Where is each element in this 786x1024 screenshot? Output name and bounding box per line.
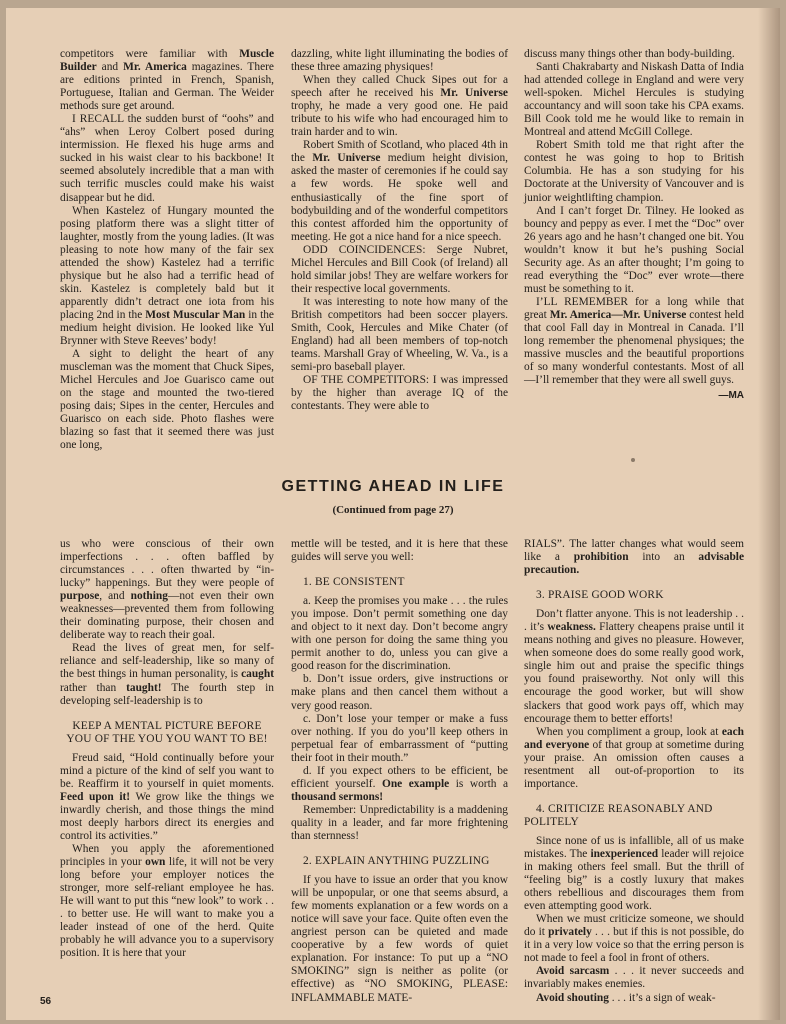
paragraph	[524, 992, 744, 1005]
paragraph	[291, 874, 508, 1004]
text-run: When you compliment a group, look at	[536, 725, 722, 738]
paragraph	[524, 296, 744, 387]
text-run: leader will rejoice in making others feel small. But the thrill of “feeling big” is a costly luxury that makes others rebellious and discourages them from even attempting good work.	[524, 847, 744, 913]
text-run: medium height division, asked the master of ceremonies if he could say a few words. He spoke well and enthusiastically of the fine sport of bodybuilding and of the wonderful competitors this contest afforded him the opportunity of meeting. He got a nice hand for a nice speech.	[291, 152, 508, 243]
text-run: d. If you expect others to be efficient, be efficient yourself.	[291, 764, 508, 790]
bold-text: Mr. Universe	[312, 152, 381, 165]
text-run: RIALS”. The latter changes what would seem like a	[524, 538, 744, 564]
paragraph	[291, 374, 508, 413]
text-run: life, it will not be very long before your employer notices the stronger, more self-reliant employee he has. He will want to put this “new look” to work . . . to better use. He will want to make you a leader instead of one of the herd. Quite probably he will advance you to a supervisory position. It is here that your	[60, 856, 274, 960]
bold-text: prohibition	[573, 551, 629, 564]
paragraph	[291, 296, 508, 374]
article-headline: GETTING AHEAD IN LIFE	[281, 478, 505, 495]
bold-text: inexperienced	[590, 847, 659, 860]
text-run: is worth a	[449, 777, 508, 790]
text-run: And I can’t forget Dr. Tilney. He looked as bouncy and peppy as ever. I met the “Doc” over 26 years ago and he hasn’t changed one bit. You wouldn’t know it but he’s pushing Social Security age. As an after thought; I’m going to read everything the “Doc” ever wrote—there must be something to it.	[524, 204, 744, 295]
paragraph	[60, 538, 274, 642]
paragraph	[60, 205, 274, 349]
text-run: The fourth step in developing self-leadership is to	[60, 681, 274, 707]
paragraph	[291, 139, 508, 243]
text-run: and	[96, 61, 124, 74]
bold-text: nothing	[130, 590, 168, 603]
paragraph	[291, 48, 508, 74]
text-run: c. Don’t lose your temper or make a fuss over nothing. If you do you’ll keep others in perpetual fear of embarrassment of “putting their foot in their mouth.”	[291, 712, 508, 764]
text-run: discuss many things other than body-building.	[524, 48, 735, 60]
paragraph	[524, 913, 744, 965]
continued-note: (Continued from page 27)	[332, 504, 454, 516]
bold-text: each and everyone	[524, 725, 744, 751]
section-heading: 2. EXPLAIN ANYTHING PUZZLING	[303, 855, 490, 868]
top-article-column-3-body	[524, 48, 744, 387]
text-run: ODD COINCIDENCES: Serge Nubret, Michel Hercules and Bill Cook (of Ireland) all hold similar jobs! They are welfare workers for their respective local governments.	[291, 243, 508, 295]
binding-shadow	[758, 8, 780, 1020]
text-run: . . . but if this is not possible, do it in a very low voice so that the erring person is not made to feel a fool in front of others.	[524, 926, 745, 965]
paragraph	[60, 843, 274, 960]
bold-text: Mr. America—Mr. Universe	[549, 308, 687, 321]
text-run: Read the lives of great men, for self-reliance and self-leadership, like so many of the best things in human personality, is	[60, 642, 274, 681]
paragraph	[291, 713, 508, 765]
text-run: —not even their own weaknesses—prevented them from following their dominating purpose, their chosen and deliberate way to reach their goal.	[60, 590, 274, 642]
paragraph	[291, 538, 508, 564]
text-run: A sight to delight the heart of any muscleman was the moment that Chuck Sipes, Michel Hercules and Joe Guarisco came out on the stage and mounted the two-tiered posing dais; Sipes in the center, Hercules and Guarisco on each side. Photo flashes were blazing so fast that it seemed there was just one long,	[60, 348, 274, 452]
section-heading: 4. CRITICIZE REASONABLY AND POLITELY	[524, 802, 713, 828]
text-run: us who were conscious of their own imperfections . . . often baffled by circumstances . . . often thwarted by “in-lucky” happenings. But they were people of	[60, 538, 274, 590]
text-run: Remember: Unpredictability is a maddening quality in a leader, and far more frightening than sternness!	[291, 803, 508, 842]
paragraph	[60, 48, 274, 113]
bold-text: own	[145, 856, 166, 869]
bold-text: Mr. America	[123, 61, 187, 74]
paragraph	[524, 965, 744, 991]
paragraph	[291, 673, 508, 712]
paragraph	[60, 752, 274, 843]
text-run: , and	[99, 590, 131, 603]
section-heading: 3. PRAISE GOOD WORK	[536, 589, 664, 602]
text-run: Santi Chakrabarty and Niskash Datta of India had attended college in England and were very well-spoken. Michel Hercules is studying accountancy and will soon take his CPA exams. Bill Cook told me he would like to remain in Montreal and attend McGill College.	[524, 61, 744, 139]
text-run: competitors were familiar with	[60, 48, 240, 60]
bold-text: advisable precaution.	[524, 551, 744, 577]
text-run: mettle will be tested, and it is here that these guides will serve you well:	[291, 538, 508, 564]
text-run: We grow like the things we inwardly cherish, and those things the mind most deeply harbors direct its energies and control its activities.”	[60, 790, 274, 842]
bold-text: caught	[241, 668, 274, 681]
paragraph	[524, 835, 744, 913]
text-run: I RECALL the sudden burst of “oohs” and “ahs” when Leroy Colbert posed during intermission. He flexed his huge arms and sucked in his waist clear to his backbone! It seemed absolutely incredible that a man with such terrific muscles could make his waist disappear but he did.	[60, 113, 274, 204]
paragraph	[291, 244, 508, 296]
text-run: dazzling, white light illuminating the bodies of these three amazing physiques!	[291, 48, 508, 74]
text-run: magazines. There are editions printed in French, Spanish, Portuguese, Italian and German. The Weider methods sure get around.	[60, 61, 274, 113]
bold-text: Feed upon it!	[60, 790, 131, 803]
text-run: When they called Chuck Sipes out for a speech after he received his	[291, 74, 508, 100]
bottom-article-column-1	[60, 538, 274, 960]
paragraph	[291, 804, 508, 843]
text-run: Robert Smith told me that right after the contest he was going to hop to British Columbia. He has a son studying for his Doctorate at the University of Vancouver and is junior weightlifting champion.	[524, 139, 744, 204]
text-run: It was interesting to note how many of the British competitors had been soccer players. Smith, Cook, Hercules and Mike Chater (of England) had all been members of top-notch teams. Marshall Gray of Wheeling, W. Va., is a semi-pro baseball player.	[291, 295, 508, 374]
paragraph	[60, 113, 274, 204]
top-article-column-3	[524, 48, 744, 402]
text-run: . . . it’s a sign of weak-	[608, 991, 716, 1004]
bold-text: Mr. Universe	[440, 87, 508, 100]
bold-text: purpose	[60, 590, 100, 603]
magazine-page	[6, 8, 780, 1020]
bold-text: Most Muscular Man	[145, 308, 246, 321]
text-run: Since none of us is infallible, all of us make mistakes. The	[524, 834, 744, 860]
paragraph	[524, 608, 744, 725]
paragraph	[524, 205, 744, 296]
bold-text: privately	[548, 926, 592, 939]
top-article-column-2	[291, 48, 508, 413]
text-run: into an	[628, 551, 699, 564]
bold-text: weakness.	[547, 621, 596, 634]
text-run: If you have to issue an order that you know will be unpopular, or one that seems absurd, a few moments explanation or a few words on a notice will save your face. Quite often even the angriest person can be quieted and made cooperative by a few words of quiet explanation. For instance: To put up a “NO SMOKING” sign is neither as polite (or effective) as “NO SMOKING, PLEASE: INFLAMMABLE MATE-	[291, 874, 508, 1004]
paragraph	[524, 726, 744, 791]
section-heading: 1. BE CONSISTENT	[303, 576, 405, 589]
text-run: Robert Smith of Scotland, who placed 4th in the	[291, 139, 508, 165]
bold-text: Muscle Builder	[60, 48, 274, 74]
text-run: When you apply the aforementioned principles in your	[60, 843, 274, 869]
top-article-column-1	[60, 48, 274, 452]
text-run: contest held that cool Fall day in Montreal in Canada. I’ll long remember the phenomenal physiques; the massive muscles and the beautiful proportions of so many wonderful contestants. Most of all—I’ll remember that they were all swell guys.	[524, 308, 744, 387]
text-run: I’LL REMEMBER for a long while that great	[524, 295, 744, 321]
paragraph	[60, 348, 274, 452]
section-heading: KEEP A MENTAL PICTURE BEFORE YOU OF THE YOU YOU WANT TO BE!	[66, 719, 268, 745]
ink-dot	[631, 458, 635, 462]
text-run: a. Keep the promises you make . . . the rules you impose. Don’t permit something one day and object to it next day. Don’t become angry with one person for doing the same thing you permit another to do, unless you can give a good reason for the discrimination.	[291, 595, 508, 673]
bottom-article-column-2	[291, 538, 508, 1005]
text-run: OF THE COMPETITORS: I was impressed by the higher than average IQ of the contestants. They were able to	[291, 374, 508, 413]
author-signature: —MA	[718, 390, 744, 402]
page-number: 56	[40, 996, 52, 1007]
paragraph	[524, 48, 744, 61]
bottom-article-column-3	[524, 538, 744, 1005]
text-run: Don’t flatter anyone. This is not leadership . . . it’s	[524, 608, 744, 634]
text-run: trophy, he made a very good one. He paid tribute to his wife who had encouraged him to train harder and to win.	[291, 100, 508, 139]
text-run: in the medium height division. He looked like Yul Brynner with Steve Reeves’ body!	[60, 308, 274, 348]
bold-text: One example	[381, 777, 450, 790]
bold-text: thousand sermons!	[291, 790, 384, 803]
text-run: . . . it never succeeds and invariably makes enemies.	[524, 965, 744, 991]
paragraph	[524, 61, 744, 139]
text-run: When Kastelez of Hungary mounted the posing platform there was a slight titter of laughter, mostly from the young ladies. (It was pleasing to note how many of the fair sex attended the show) Kastelez had a terrific physique but he also had a terrific head of skin. Kastelez is completely bald but it apparently didn’t detract one iota from his placing 2nd in the	[60, 204, 274, 321]
text-run: rather than	[60, 681, 127, 694]
paragraph	[291, 595, 508, 673]
bold-text: taught!	[126, 681, 162, 694]
text-run: b. Don’t issue orders, give instructions or make plans and then cancel them without a very good reason.	[291, 673, 508, 712]
bold-text: Avoid sarcasm	[536, 965, 610, 978]
paragraph	[524, 139, 744, 204]
text-run: Freud said, “Hold continually before your mind a picture of the kind of self you want to be. Reaffirm it to yourself in quiet moments.	[60, 751, 274, 790]
text-run: Flattery cheapens praise until it means nothing and gives no pleasure. However, when someone does do some really good work, single him out and praise the specific things you found praiseworthy. Not only will this encourage the good worker, but will show slackers that good work pays off, which may encourage them to better efforts!	[524, 621, 744, 725]
paragraph	[291, 765, 508, 804]
text-run: of that group at sometime during your praise. An omission often causes a resentment all out-of-proportion to its importance.	[524, 738, 745, 790]
bold-text: Avoid shouting	[536, 991, 609, 1004]
text-run: When we must criticize someone, we should do it	[524, 913, 744, 939]
paragraph	[60, 642, 274, 707]
paragraph	[291, 74, 508, 139]
paragraph	[524, 538, 744, 577]
